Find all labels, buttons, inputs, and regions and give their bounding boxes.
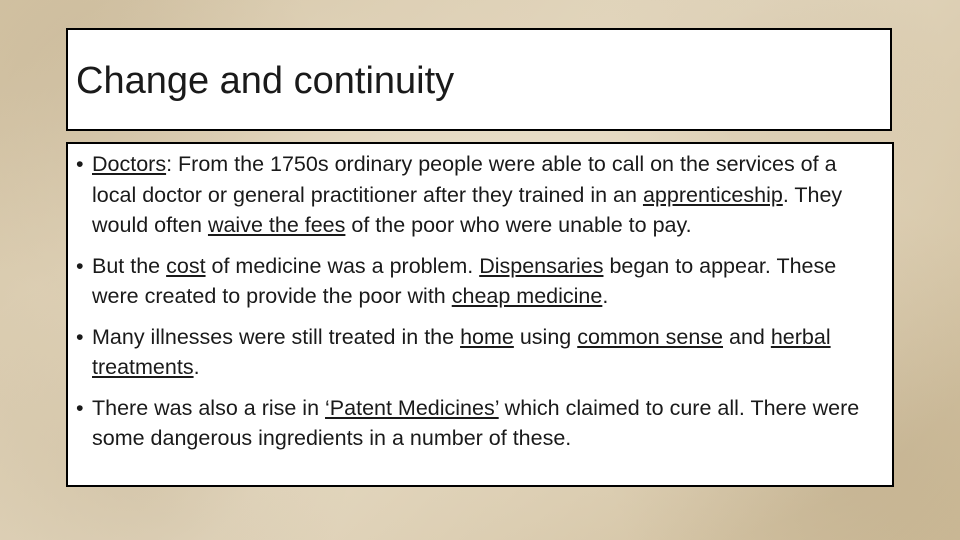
- bullet-text: home: [460, 324, 514, 349]
- bullet-text: There was also a rise in: [92, 395, 326, 420]
- bullet-text: ‘Patent Medicines’: [325, 395, 499, 420]
- bullet-text: .: [602, 284, 609, 308]
- bullet-item: [76, 322, 878, 383]
- bullet-text: began to appear. These were created to provide the poor with: [92, 253, 837, 308]
- title-box: [66, 28, 892, 131]
- content-box: [66, 142, 894, 487]
- bullet-text: apprenticeship: [642, 182, 783, 207]
- bullet-text: Dispensaries: [479, 253, 604, 278]
- bullet-text: .: [193, 355, 200, 379]
- bullet-item: [76, 149, 878, 241]
- bullet-text: waive the fees: [207, 213, 346, 237]
- bullet-text: using: [513, 324, 578, 349]
- bullet-text: cost: [166, 253, 206, 278]
- bullet-item: [76, 251, 878, 312]
- bullet-text: Doctors: [92, 152, 167, 176]
- bullet-text: of medicine was a problem.: [205, 253, 480, 278]
- bullet-text: Many illnesses were still treated in the: [92, 324, 461, 349]
- bullet-text: which claimed to cure all. There were some dangerous ingredients in a number of these.: [92, 395, 860, 450]
- bullet-text: But the: [92, 253, 167, 278]
- bullet-text: of the poor who were unable to pay.: [345, 213, 692, 237]
- slide-title: Change and continuity: [76, 60, 455, 102]
- bullet-text: . They would often: [92, 182, 843, 237]
- bullet-text: herbal treatments: [92, 324, 831, 379]
- bullet-text: cheap medicine: [451, 284, 603, 308]
- bullet-item: [76, 393, 878, 454]
- bullet-list: [76, 149, 878, 454]
- bullet-text: common sense: [577, 324, 724, 349]
- bullet-text: and: [723, 324, 771, 349]
- bullet-text: : From the 1750s ordinary people were able to call on the services of a local doctor or general practitioner after they trained in an: [92, 152, 837, 207]
